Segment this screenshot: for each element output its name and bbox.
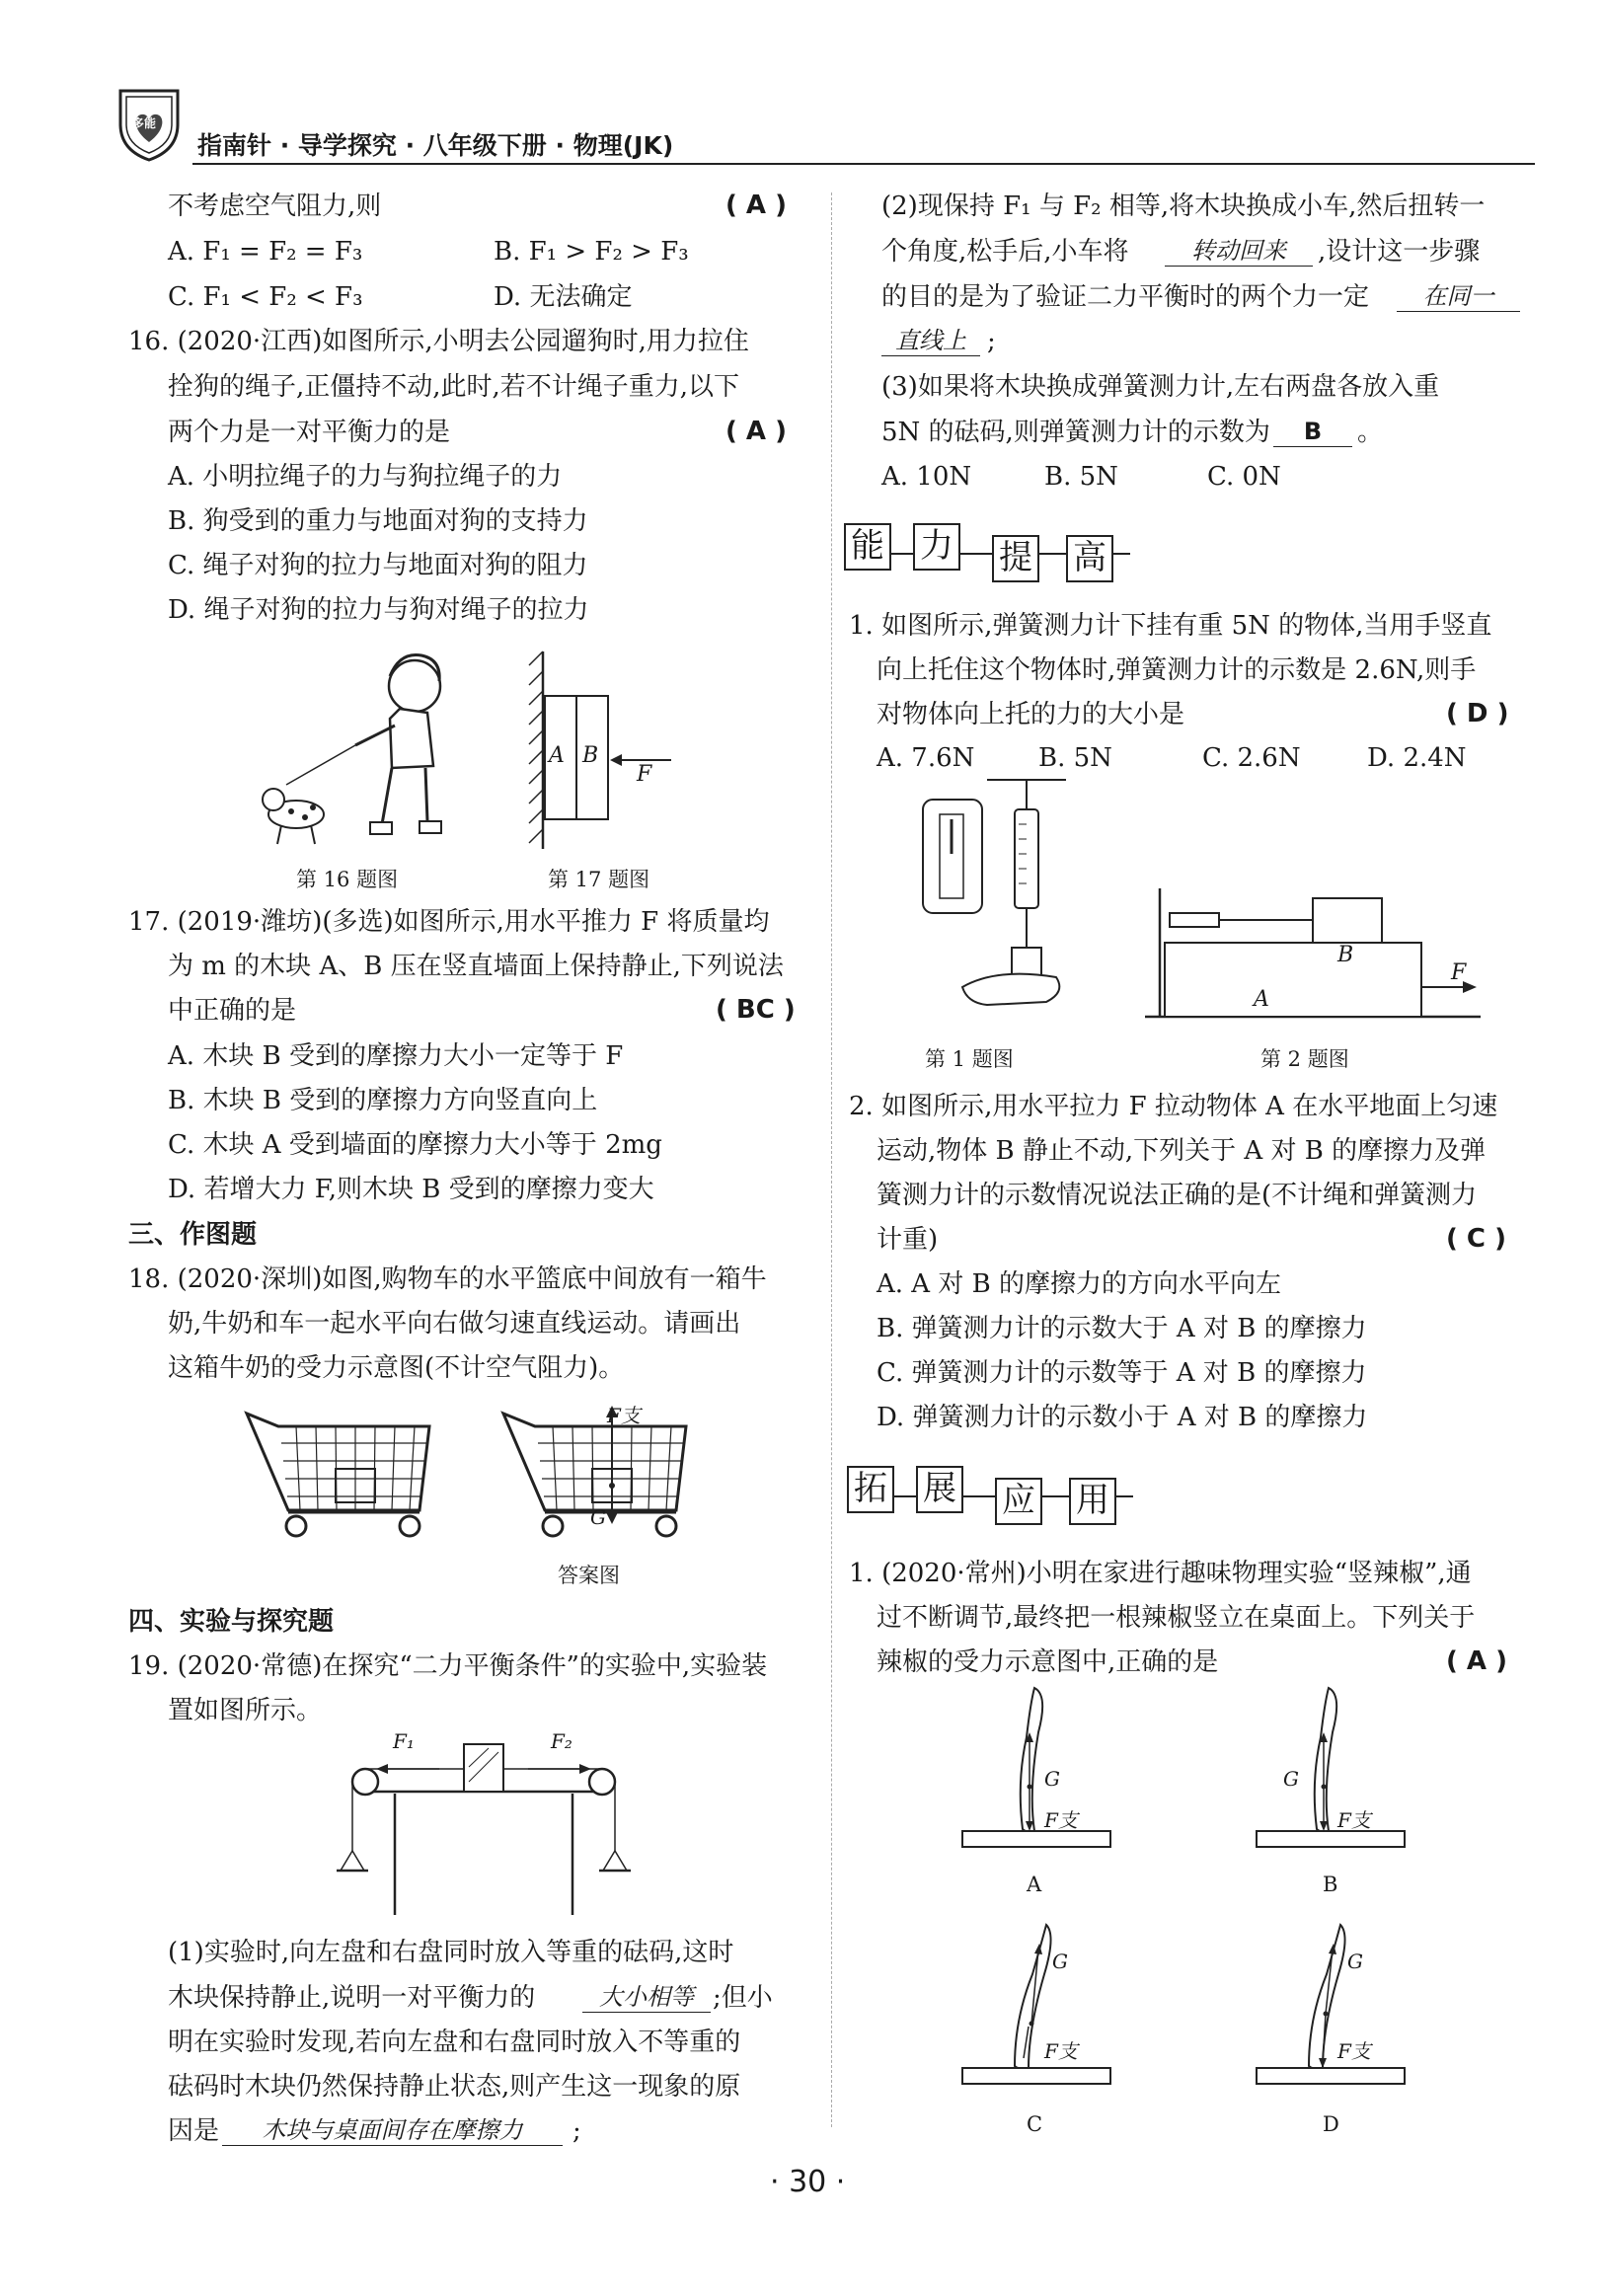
q19-part2-answer-blank: 在同一 — [1397, 281, 1520, 312]
pepper-diagram-d — [1252, 1920, 1410, 2103]
a2-line: 簧测力计的示数情况说法正确的是(不计绳和弹簧测力 — [877, 1181, 1478, 1210]
a2-line: 运动,物体 B 静止不动,下列关于 A 对 B 的摩擦力及弹 — [877, 1136, 1487, 1166]
a1-option-a: A. 7.6N — [877, 743, 975, 773]
q15-option-a: A. F₁ = F₂ = F₃ — [168, 237, 363, 267]
q18-line: 奶,牛奶和车一起水平向右做匀速直线运动。请画出 — [168, 1309, 741, 1339]
fig16-caption: 第 16 题图 — [296, 868, 399, 891]
spring-scale-blocks-figure — [1145, 879, 1481, 1027]
e1-answer: ( A ) — [1446, 1646, 1507, 1676]
page-number: · 30 · — [770, 2165, 846, 2199]
q19-part3-option-b: B. 5N — [1044, 462, 1118, 492]
q17-option-c: C. 木块 A 受到墙面的摩擦力大小等于 2mg — [168, 1130, 662, 1160]
q19-part3-answer-blank: B — [1273, 417, 1352, 447]
q19-part2-answer-blank: 直线上 — [881, 326, 980, 356]
q17-option-d: D. 若增大力 F,则木块 B 受到的摩擦力变大 — [168, 1175, 654, 1204]
q19-part2-line: ,设计这一步骤 — [1318, 237, 1481, 267]
q19-part3-line: (3)如果将木块换成弹簧测力计,左右两盘各放入重 — [881, 372, 1440, 402]
pepper-a-label-f: F支 — [1044, 1808, 1078, 1832]
pepper-a-label-g: G — [1044, 1767, 1060, 1791]
q19-part1-line: 明在实验时发现,若向左盘和右盘同时放入不等重的 — [168, 2028, 741, 2057]
fig19-label-f2: F₂ — [551, 1729, 572, 1753]
title-char: 展 — [916, 1466, 963, 1513]
title-char: 应 — [995, 1478, 1042, 1525]
section-4-heading: 四、实验与探究题 — [128, 1607, 335, 1637]
q16-line: 拴狗的绳子,正僵持不动,此时,若不计绳子重力,以下 — [168, 372, 740, 402]
pepper-caption-d: D — [1323, 2112, 1339, 2136]
title-char: 提 — [992, 535, 1039, 582]
title-char: 高 — [1066, 535, 1113, 582]
q15-tail: 不考虑空气阻力,则 — [168, 191, 382, 221]
column-divider — [831, 192, 832, 2127]
section-extension-title — [847, 1466, 1143, 1525]
a1-option-c: C. 2.6N — [1202, 743, 1301, 773]
q19-line: 置如图所示。 — [168, 1696, 323, 1725]
boy-walking-dog-figure — [252, 642, 459, 854]
q19-part3-line: 5N 的砝码,则弹簧测力计的示数为 — [881, 418, 1270, 447]
fig17-caption: 第 17 题图 — [548, 868, 650, 891]
e1-line: 过不断调节,最终把一根辣椒竖立在桌面上。下列关于 — [877, 1603, 1476, 1633]
q16-option-c: C. 绳子对狗的拉力与地面对狗的阻力 — [168, 551, 588, 580]
q19-part1-line: (1)实验时,向左盘和右盘同时放入等重的砝码,这时 — [168, 1938, 734, 1967]
section-3-heading: 三、作图题 — [128, 1220, 258, 1250]
a2-option-b: B. 弹簧测力计的示数大于 A 对 B 的摩擦力 — [877, 1314, 1367, 1343]
pepper-c-label-f: F支 — [1044, 2039, 1078, 2063]
q16-line: 16. (2020·江西)如图所示,小明去公园遛狗时,用力拉住 — [128, 327, 749, 356]
a1-line: 1. 如图所示,弹簧测力计下挂有重 5N 的物体,当用手竖直 — [849, 611, 1492, 641]
title-char: 力 — [913, 523, 960, 571]
q19-part3-option-a: A. 10N — [881, 462, 972, 492]
fig-a2-label-b: B — [1337, 943, 1354, 967]
section-ability-title — [844, 523, 1140, 582]
a1-option-d: D. 2.4N — [1367, 743, 1467, 773]
a1-line: 向上托住这个物体时,弹簧测力计的示数是 2.6N,则手 — [877, 655, 1477, 685]
fig-a2-label-a: A — [1254, 987, 1269, 1012]
q19-part1-line: ;但小 — [713, 1983, 773, 2013]
header-rule — [192, 163, 1535, 165]
q15-option-c: C. F₁ < F₂ < F₃ — [168, 282, 363, 312]
a2-option-d: D. 弹簧测力计的示数小于 A 对 B 的摩擦力 — [877, 1403, 1368, 1432]
pepper-d-label-g: G — [1347, 1950, 1363, 1973]
a2-option-a: A. A 对 B 的摩擦力的方向水平向左 — [877, 1269, 1281, 1299]
a2-answer: ( C ) — [1446, 1224, 1506, 1254]
a1-answer: ( D ) — [1446, 699, 1509, 728]
q16-answer: ( A ) — [725, 417, 787, 446]
pepper-b-label-g: G — [1283, 1767, 1299, 1791]
pulley-apparatus-figure — [341, 1722, 627, 1920]
q17-line: 中正确的是 — [168, 996, 297, 1026]
q17-line: 为 m 的木块 A、B 压在竖直墙面上保持静止,下列说法 — [168, 952, 784, 981]
q18-line: 18. (2020·深圳)如图,购物车的水平篮底中间放有一箱牛 — [128, 1264, 767, 1294]
q19-part1-line: 木块保持静止,说明一对平衡力的 — [168, 1983, 536, 2013]
pepper-diagram-a — [957, 1683, 1115, 1866]
a2-line: 计重) — [877, 1225, 939, 1255]
fig17-label-f: F — [637, 762, 652, 787]
q19-part1-line: 砝码时木块仍然保持静止状态,则产生这一现象的原 — [168, 2072, 741, 2102]
title-char: 用 — [1069, 1478, 1116, 1525]
fig19-label-f1: F₁ — [393, 1729, 415, 1753]
fig-a1-caption: 第 1 题图 — [925, 1047, 1014, 1071]
fig-a2-label-f: F — [1451, 960, 1467, 985]
q17-option-a: A. 木块 B 受到的摩擦力大小一定等于 F — [168, 1041, 624, 1071]
q16-line: 两个力是一对平衡力的是 — [168, 418, 451, 447]
q17-answer: ( BC ) — [716, 995, 796, 1025]
a1-line: 对物体向上托的力的大小是 — [877, 700, 1185, 729]
fig-a2-caption: 第 2 题图 — [1260, 1047, 1349, 1071]
q16-option-d: D. 绳子对狗的拉力与狗对绳子的拉力 — [168, 595, 589, 625]
pepper-caption-b: B — [1323, 1873, 1338, 1896]
pepper-d-label-f: F支 — [1337, 2039, 1371, 2063]
q15-option-d: D. 无法确定 — [494, 282, 633, 312]
pepper-b-label-f: F支 — [1337, 1808, 1371, 1832]
q19-part2-line: (2)现保持 F₁ 与 F₂ 相等,将木块换成小车,然后扭转一 — [881, 191, 1486, 221]
q19-part2-line: 的目的是为了验证二力平衡时的两个力一定 — [881, 282, 1370, 312]
a2-option-c: C. 弹簧测力计的示数等于 A 对 B 的摩擦力 — [877, 1358, 1367, 1388]
fig18-caption: 答案图 — [558, 1564, 620, 1587]
fig18-label-g: G — [590, 1505, 606, 1529]
title-char: 拓 — [847, 1466, 894, 1513]
q17-line: 17. (2019·潍坊)(多选)如图所示,用水平推力 F 将质量均 — [128, 907, 770, 937]
a2-line: 2. 如图所示,用水平拉力 F 拉动物体 A 在水平地面上匀速 — [849, 1092, 1498, 1121]
q19-part1-line: 因是 — [168, 2116, 220, 2146]
q16-option-a: A. 小明拉绳子的力与狗拉绳子的力 — [168, 462, 563, 492]
q19-part1-answer-blank: 大小相等 — [582, 1982, 711, 2013]
q18-line: 这箱牛奶的受力示意图(不计空气阻力)。 — [168, 1353, 625, 1383]
pepper-diagram-b — [1252, 1683, 1410, 1866]
q19-part3-option-c: C. 0N — [1207, 462, 1281, 492]
q19-part1-line: ; — [572, 2116, 581, 2146]
fig18-label-f: F支 — [607, 1404, 641, 1427]
logo-text: 多能 — [132, 116, 157, 130]
fig17-label-a: A — [549, 743, 565, 768]
header-title: 指南针 · 导学探究 · 八年级下册 · 物理(JK) — [197, 131, 674, 160]
wall-blocks-figure — [523, 651, 681, 849]
q19-line: 19. (2020·常德)在探究“二力平衡条件”的实验中,实验装 — [128, 1651, 768, 1681]
q15-option-b: B. F₁ > F₂ > F₃ — [494, 237, 689, 267]
pepper-c-label-g: G — [1052, 1950, 1068, 1973]
title-char: 能 — [844, 523, 891, 571]
logo — [111, 85, 188, 162]
q19-part2-line: ; — [987, 327, 996, 356]
q19-part2-answer-blank: 转动回来 — [1165, 236, 1313, 267]
a1-option-b: B. 5N — [1038, 743, 1112, 773]
pepper-caption-c: C — [1027, 2112, 1043, 2136]
e1-line: 辣椒的受力示意图中,正确的是 — [877, 1647, 1219, 1677]
q16-option-b: B. 狗受到的重力与地面对狗的支持力 — [168, 506, 588, 536]
q15-answer: ( A ) — [725, 191, 787, 220]
q19-part2-line: 个角度,松手后,小车将 — [881, 237, 1129, 267]
q19-part1-reason-blank: 木块与桌面间存在摩擦力 — [222, 2115, 563, 2146]
e1-line: 1. (2020·常州)小明在家进行趣味物理实验“竖辣椒”,通 — [849, 1559, 1472, 1588]
pepper-diagram-c — [957, 1920, 1115, 2103]
fig17-label-b: B — [582, 743, 599, 768]
q19-part3-line: 。 — [1357, 418, 1384, 447]
q17-option-b: B. 木块 B 受到的摩擦力方向竖直向上 — [168, 1086, 598, 1115]
pepper-caption-a: A — [1027, 1873, 1042, 1896]
spring-scale-hand-figure — [918, 780, 1076, 1022]
